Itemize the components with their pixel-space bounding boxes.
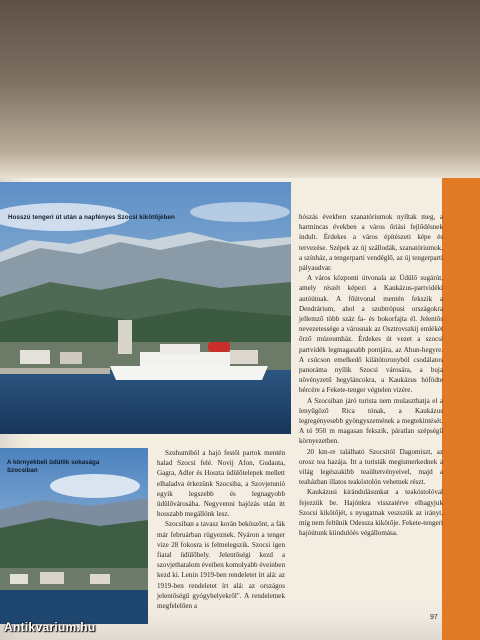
text-column-right [299,212,443,539]
coast-photo [0,448,148,624]
paragraph: Kaukázusi kirándulásunkat a teakóstolóval fejezzük be. Hajónkra visszatérve elhagyjuk Szocsi kikötőjét, s nyugatnak veszszük az irányt, míg nem feltűnik Odessza kikötője. Fekete-tengeri hajóútunk kiindulóés végállomása. [299,488,443,538]
small-photo-caption: A környékbeli üdülők sokasága Szocsiban [7,459,100,474]
text-column-middle [157,448,285,611]
main-photo-caption: Hosszú tengeri út után a napfényes Szocsi kikötőjében [8,214,175,221]
paragraph: A Szocsiban járó turista nem mulaszthatja el a lenyűgöző Rica tónak, a Kaukázus legregényesebb gyöngyszemének a megtekintését. A tó 950 m magasan fekszik, páratlan szépségű környezetben. [299,396,443,446]
orange-edge-band [442,178,480,640]
paragraph: Szuhumiból a hajó festői partok mentén halad Szocsi felé. Novij Afon, Gudauta, Gagra, Adler és Hosztа üdülőtelepek mellett elhaladva érkezünk Szocsiba, a Szovjetunió egyik legszebb és legnagyobb üdülővárosába. Negyvenni hajózás után itt hosszabb megállónk lesz. [157,449,285,519]
paragraph: Szocsiban a tavasz korán beköszönt, a fák már februárban rügyeznek. Nyáron a tenger vize 28 fokosra is felmelegszik. Szocsi igen fiatal üdülőhely. Jelentőségi kezd a szovjethatalom éveiben komolyabb éveinben kezd ki. Lenin 1919-ben rendeletet írt alá: az 1919-ben rendeletet írt alá: az országos jelentőségű gyógyhelyekről". A rendeletnek megfelelően a [157,520,285,611]
paragraph: hószás években szanatóriumok nyíltak meg, a harmincas években a város őriási fejlődésnek indult. Érdekes a város építészeti képe és tervezése. Szépek az új szállodák, szanatóriumok, a színház, a tengerparti vendéglő, az új tengerparti pályaudvar. [299,213,443,273]
paragraph: 20 km-re található Szocsitól Dagomiszt, az orosz tea hazája. Itt a turisták megismerkednek a világ legészakibb teaültetvényeivel, majd a teaházban illatos teakóstolón vehetnek részt. [299,447,443,487]
page-number: 97 [430,614,438,621]
scan-shadow [0,0,480,178]
paragraph: A város központi útvonala az Üdülő sugárút, amely részét képezi a Kaukázus-partvidéki autóútnak. A főútvonal mentén fekszik a Dendrárium, ahol a szubtrópusi országokra jellemző több száz fa- és bokorfajta él. Jelentős nevezetessége a városnak az Osztrovszkij emlékét őrző múzeumház. Érdekes út vezet a szocsi partvidék legmagasabb pontjára, az Ahun-hegyre. A csúcson emelkedő kilátótoronyból csodálatos panoráma nyílik Szocsi városára, a buja növényzetű hegyláncokra, a Kaukázus hófödte bércére a Fekete-tenger végtelen vizére. [299,274,443,395]
watermark: Antikvarium.hu [4,620,96,634]
